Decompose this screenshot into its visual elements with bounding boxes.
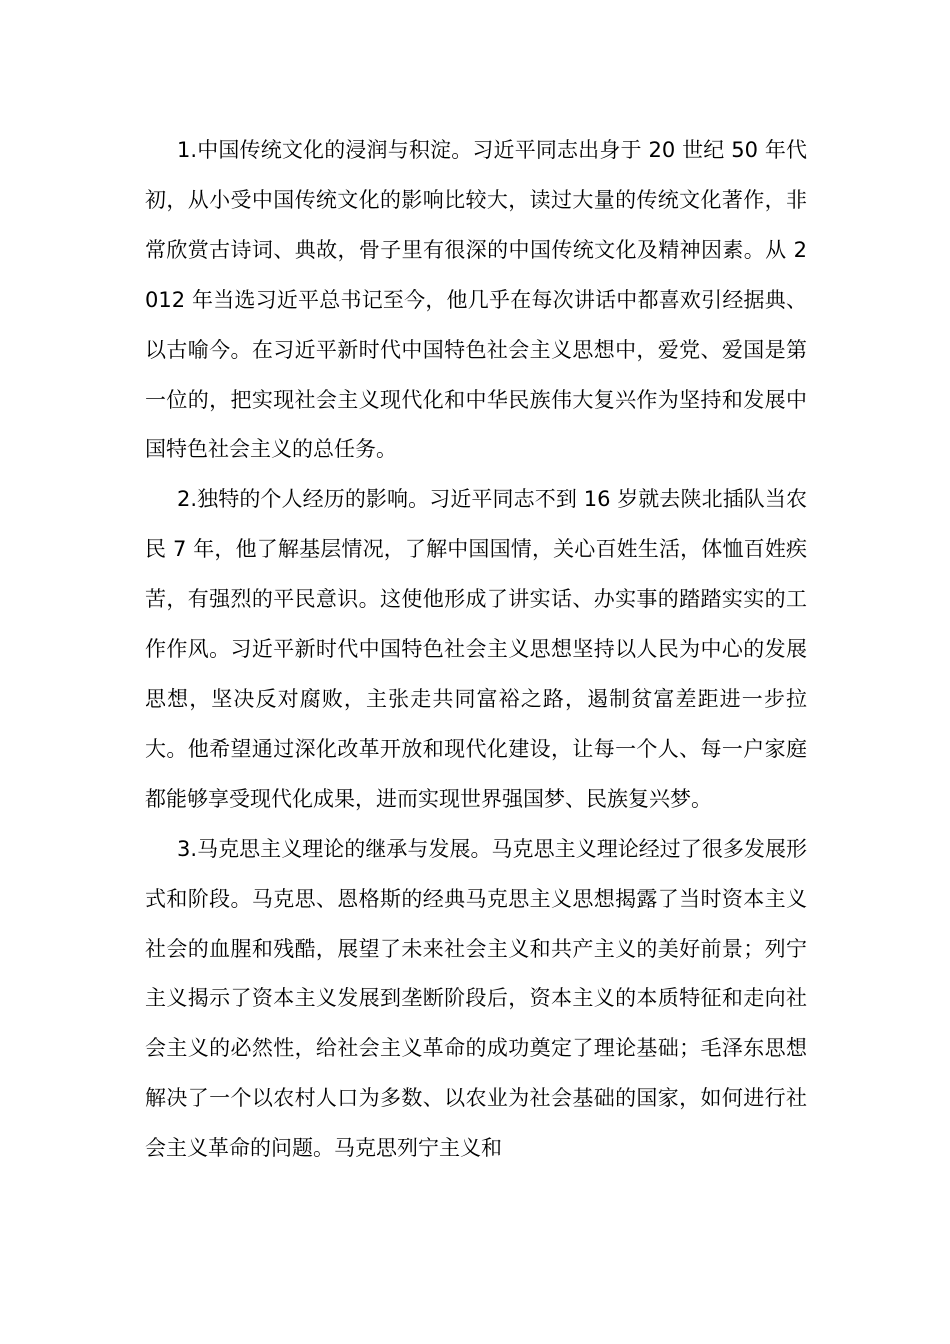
paragraph-3: 3.马克思主义理论的继承与发展。马克思主义理论经过了很多发展形式和阶段。马克思、恩格斯的经典马克思主义思想揭露了当时资本主义社会的血腥和残酷，展望了未来社会主义和共产主义的美好前景；列宁主义揭示了资本主义发展到垄断阶段后，资本主义的本质特征和走向社会主义的必然性，给社会主义革命的成功奠定了理论基础；毛泽东思想解决了一个以农村人口为多数、以农业为社会基础的国家，如何进行社会主义革命的问题。马克思列宁主义和 bbox=[145, 836, 807, 1161]
paragraph-1: 1.中国传统文化的浸润与积淀。习近平同志出身于 20 世纪 50 年代初，从小受中国传统文化的影响比较大，读过大量的传统文化著作，非常欣赏古诗词、典故，骨子里有很深的中国传统文化及精神因素。从 2012 年当选习近平总书记至今，他几乎在每次讲话中都喜欢引经据典、以古喻今。在习近平新时代中国特色社会主义思想中，爱党、爱国是第一位的，把实现社会主义现代化和中华民族伟大复兴作为坚持和发展中国特色社会主义的总任务。 bbox=[145, 138, 807, 462]
paragraph-2: 2.独特的个人经历的影响。习近平同志不到 16 岁就去陕北插队当农民 7 年，他了解基层情况，了解中国国情，关心百姓生活，体恤百姓疾苦，有强烈的平民意识。这使他形成了讲实话、办实事的踏踏实实的工作作风。习近平新时代中国特色社会主义思想坚持以人民为中心的发展思想，坚决反对腐败，主张走共同富裕之路，遏制贫富差距进一步拉大。他希望通过深化改革开放和现代化建设，让每一个人、每一户家庭都能够享受现代化成果，进而实现世界强国梦、民族复兴梦。 bbox=[145, 487, 807, 811]
document-body bbox=[145, 126, 807, 1174]
